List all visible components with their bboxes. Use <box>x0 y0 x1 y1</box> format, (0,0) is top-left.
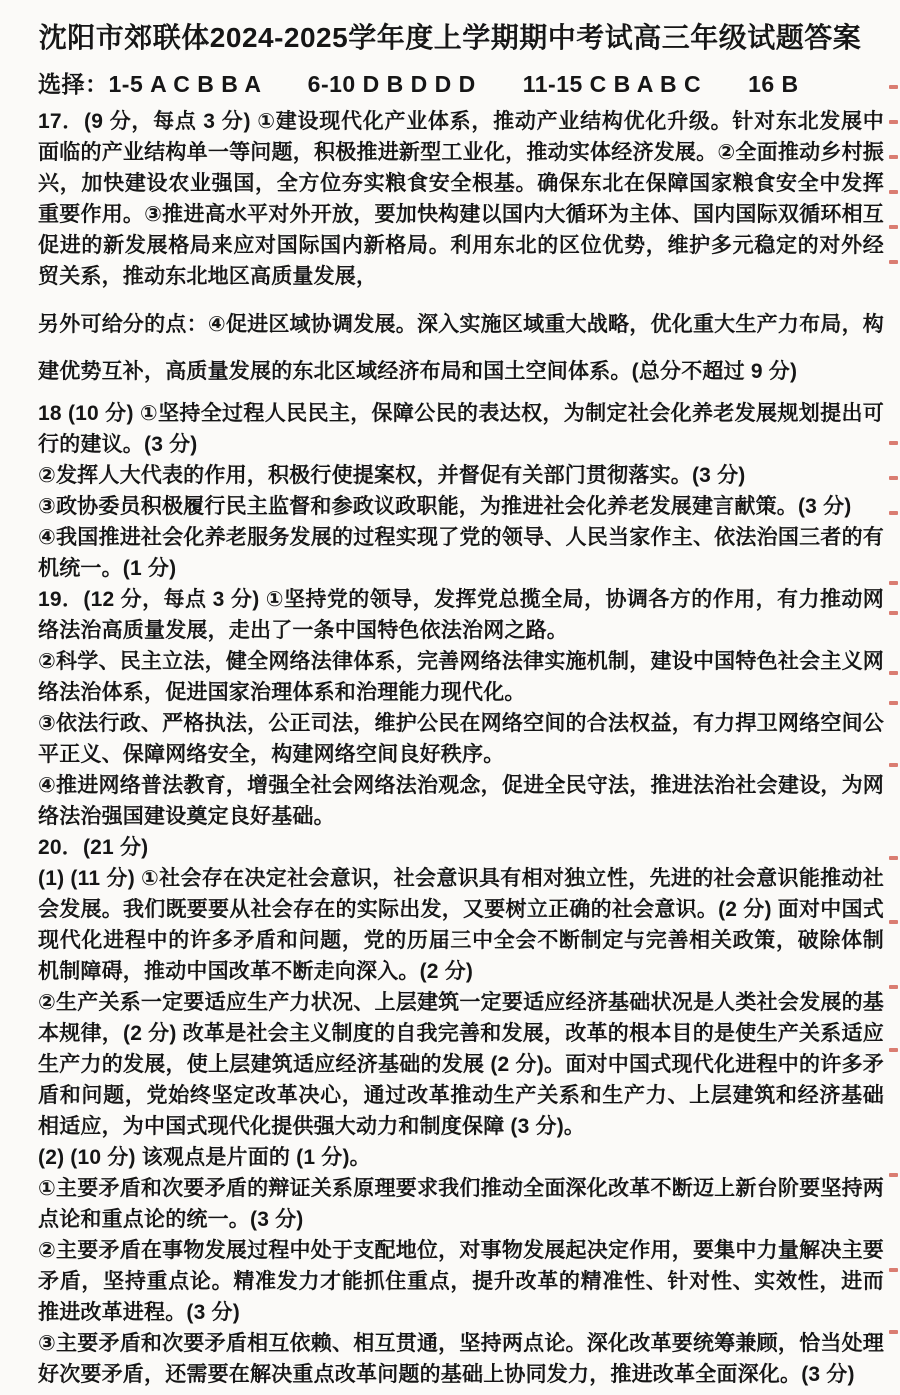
red-edge-mark <box>889 671 898 675</box>
red-edge-mark <box>889 260 898 264</box>
red-edge-mark <box>889 441 898 445</box>
red-edge-mark <box>889 120 898 124</box>
red-edge-mark <box>889 1048 898 1052</box>
page-title: 沈阳市郊联体2024-2025学年度上学期期中考试高三年级试题答案 <box>38 22 862 53</box>
answer-20-part2-header: (2) (10 分) 该观点是片面的 (1 分)。 <box>38 1146 371 1169</box>
multiple-choice-answers: 选择：1-5 A C B B A 6-10 D B D D D 11-15 C B A B C 16 B <box>38 71 799 97</box>
red-edge-mark <box>889 611 898 615</box>
answer-18-point-1: 18 (10 分) ①坚持全过程人民民主，保障公民的表达权，为制定社会化养老发展规划提出可行的建议。(3 分) <box>38 402 884 456</box>
answer-18-point-4: ④我国推进社会化养老服务发展的过程实现了党的领导、人民当家作主、依法治国三者的有机统一。(1 分) <box>38 526 884 580</box>
red-edge-mark <box>889 1173 898 1177</box>
red-edge-mark <box>889 763 898 767</box>
answer-18-point-2: ②发挥人大代表的作用，积极行使提案权，并督促有关部门贯彻落实。(3 分) <box>38 464 746 487</box>
answer-18-point-3: ③政协委员积极履行民主监督和参政议政职能，为推进社会化养老发展建言献策。(3 分) <box>38 495 852 518</box>
red-edge-mark <box>889 920 898 924</box>
red-edge-mark <box>889 85 898 89</box>
red-edge-mark <box>889 701 898 705</box>
red-edge-mark <box>889 856 898 860</box>
red-edge-mark <box>889 190 898 194</box>
answer-17-extra: 另外可给分的点：④促进区域协调发展。深入实施区域重大战略，优化重大生产力布局，构建优势互补，高质量发展的东北区域经济布局和国土空间体系。(总分不超过 9 分) <box>38 313 884 383</box>
answer-20-part1: (1) (11 分) ①社会存在决定社会意识，社会意识具有相对独立性，先进的社会意识能推动社会发展。我们既要要从社会存在的实际出发，又要树立正确的社会意识。(2 分) 面对中国式现代化进程中的许多矛盾和问题，党的历届三中全会不断制定与完善相关政策，破除体制机制障碍，推动中国改革不断走向深入。(2 分) <box>38 867 884 983</box>
answer-19-point-4: ④推进网络普法教育，增强全社会网络法治观念，促进全民守法，推进法治社会建设，为网络法治强国建设奠定良好基础。 <box>38 774 884 828</box>
answer-17: 17．(9 分，每点 3 分) ①建设现代化产业体系，推动产业结构优化升级。针对东北发展中面临的产业结构单一等问题，积极推进新型工业化，推动实体经济发展。②全面推动乡村振兴，加快建设农业强国，全方位夯实粮食安全根基。确保东北在保障国家粮食安全中发挥重要作用。③推进高水平对外开放，要加快构建以国内大循环为主体、国内国际双循环相互促进的新发展格局来应对国际国内新格局。利用东北的区位优势，维护多元稳定的对外经贸关系，推动东北地区高质量发展， <box>38 110 884 288</box>
red-edge-mark <box>889 225 898 229</box>
answer-20-header: 20．(21 分) <box>38 836 149 859</box>
answer-20-part2-point-1: ①主要矛盾和次要矛盾的辩证关系原理要求我们推动全面深化改革不断迈上新台阶要坚持两点论和重点论的统一。(3 分) <box>38 1177 884 1231</box>
red-edge-mark <box>889 1268 898 1272</box>
answer-19-point-3: ③依法行政、严格执法，公正司法，维护公民在网络空间的合法权益，有力捍卫网络空间公平正义、保障网络安全，构建网络空间良好秩序。 <box>38 712 884 766</box>
red-edge-mark <box>889 155 898 159</box>
answer-19-point-2: ②科学、民主立法，健全网络法律体系，完善网络法律实施机制，建设中国特色社会主义网络法治体系，促进国家治理体系和治理能力现代化。 <box>38 650 884 704</box>
answer-19-point-1: 19．(12 分，每点 3 分) ①坚持党的领导，发挥党总揽全局，协调各方的作用，有力推动网络法治高质量发展，走出了一条中国特色依法治网之路。 <box>38 588 884 642</box>
red-edge-mark <box>889 581 898 585</box>
red-edge-mark <box>889 476 898 480</box>
red-edge-mark <box>889 1330 898 1334</box>
red-edge-mark <box>889 985 898 989</box>
red-edge-mark <box>889 511 898 515</box>
answer-20-part2-point-2: ②主要矛盾在事物发展过程中处于支配地位，对事物发展起决定作用，要集中力量解决主要矛盾，坚持重点论。精准发力才能抓住重点，提升改革的精准性、针对性、实效性，进而推进改革进程。(3 分) <box>38 1239 884 1324</box>
answer-20-part1-point-2: ②生产关系一定要适应生产力状况、上层建筑一定要适应经济基础状况是人类社会发展的基本规律，(2 分) 改革是社会主义制度的自我完善和发展，改革的根本目的是使生产关系适应生产力的发展，使上层建筑适应经济基础的发展 (2 分)。面对中国式现代化进程中的许多矛盾和问题，党始终坚定改革决心，通过改革推动生产关系和生产力、上层建筑和经济基础相适应，为中国式现代化提供强大动力和制度保障 (3 分)。 <box>38 991 884 1138</box>
answer-20-part2-point-3: ③主要矛盾和次要矛盾相互依赖、相互贯通，坚持两点论。深化改革要统筹兼顾，恰当处理好次要矛盾，还需要在解决重点改革问题的基础上协同发力，推进改革全面深化。(3 分) <box>38 1332 884 1386</box>
